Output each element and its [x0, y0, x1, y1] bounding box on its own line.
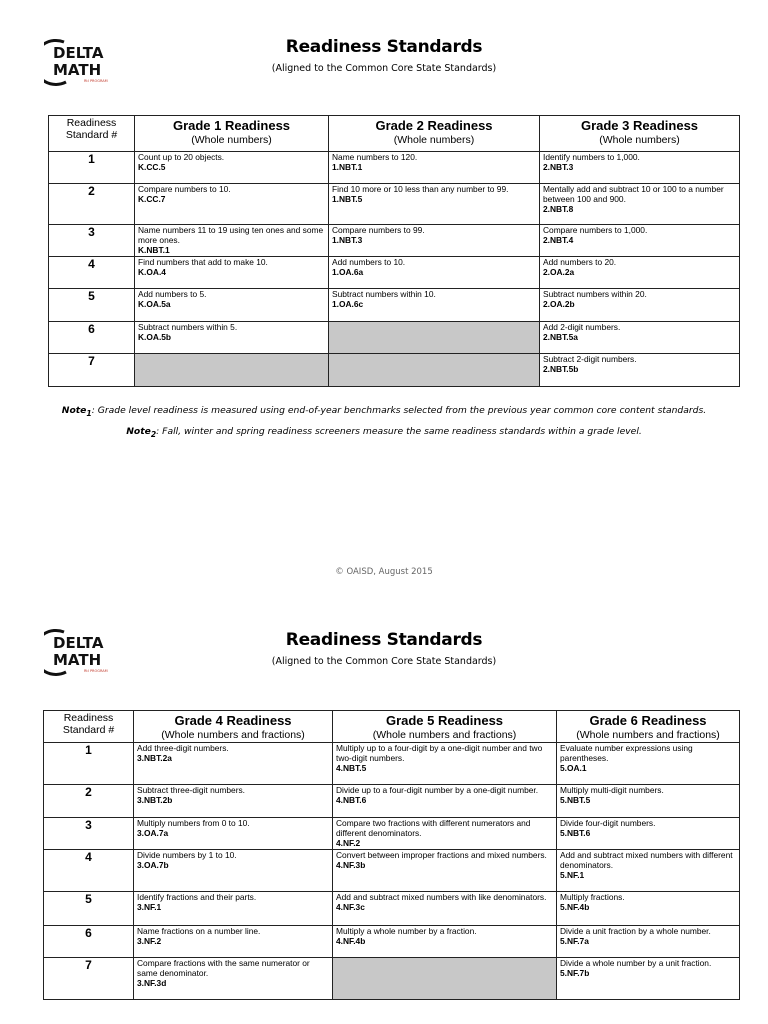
note-2-text: : Fall, winter and spring readiness screeners measure the same readiness standards within a grade level.: [156, 426, 642, 437]
grade-title: Grade 6 Readiness: [589, 713, 707, 728]
standard-number: 6: [44, 926, 134, 958]
table-row: [44, 818, 740, 850]
standard-description: Multiply numbers from 0 to 10.: [137, 818, 250, 828]
grade-subtitle: (Whole numbers): [599, 134, 680, 146]
standard-description: Add and subtract mixed numbers with different denominators.: [560, 850, 733, 870]
standard-cell: [134, 785, 333, 818]
standard-description: Add numbers to 5.: [138, 289, 207, 299]
grade-column-header: [135, 116, 329, 152]
readiness-standard-header: Readiness Standard #: [44, 711, 134, 743]
table-row: [44, 958, 740, 1000]
standard-cell: [557, 785, 740, 818]
note-2-sub: 2: [150, 429, 157, 439]
page-2: [0, 594, 768, 1024]
standard-cell: [333, 743, 557, 785]
standard-code: 2.OA.2b: [543, 299, 575, 309]
standard-cell: [135, 257, 329, 289]
standard-code: 1.NBT.5: [332, 194, 363, 204]
logo-line1: DELTA: [53, 44, 104, 62]
standard-description: Name numbers 11 to 19 using ten ones and some more ones.: [138, 225, 324, 245]
standard-description: Find 10 more or 10 less than any number to 99.: [332, 184, 509, 194]
grade-title: Grade 2 Readiness: [375, 118, 493, 133]
standard-description: Multiply multi-digit numbers.: [560, 785, 664, 795]
grade-title: Grade 3 Readiness: [580, 118, 699, 133]
standard-code: 4.NF.3b: [336, 860, 366, 870]
standard-code: 1.NBT.3: [332, 235, 363, 245]
standard-number: 4: [49, 257, 135, 289]
standard-code: 3.NF.1: [137, 902, 162, 912]
standard-cell: [329, 257, 540, 289]
standard-code: 3.NBT.2a: [137, 753, 172, 763]
standard-description: Subtract 2-digit numbers.: [543, 354, 637, 364]
standard-code: 5.NF.1: [560, 870, 585, 880]
grade-column-header: [329, 116, 540, 152]
standard-cell: [540, 257, 740, 289]
standard-cell: [135, 225, 329, 257]
standard-cell: [134, 850, 333, 892]
standard-number: 1: [44, 743, 134, 785]
standard-number: 2: [49, 184, 135, 225]
page-subtitle: (Aligned to the Common Core State Standards): [271, 656, 497, 667]
standard-description: Name numbers to 120.: [332, 152, 418, 162]
standard-description: Subtract numbers within 5.: [138, 322, 238, 332]
standard-cell: [557, 958, 740, 1000]
readiness-table-grades-1-3: [48, 115, 740, 387]
standard-code: 3.OA.7a: [137, 828, 169, 838]
standard-description: Divide numbers by 1 to 10.: [137, 850, 237, 860]
standard-code: 2.NBT.8: [543, 204, 574, 214]
standard-description: Multiply up to a four-digit by a one-digit number and two two-digit numbers.: [336, 743, 543, 763]
standard-cell: [329, 225, 540, 257]
standard-description: Add numbers to 10.: [332, 257, 406, 267]
page-title: Readiness Standards: [285, 630, 483, 650]
standard-description: Compare numbers to 99.: [332, 225, 425, 235]
standard-description: Divide four-digit numbers.: [560, 818, 656, 828]
grade-column-header: [134, 711, 333, 743]
standard-cell: [557, 850, 740, 892]
standard-cell: [135, 184, 329, 225]
grade-column-header: [540, 116, 740, 152]
standard-cell: [540, 322, 740, 354]
standard-description: Identify fractions and their parts.: [137, 892, 257, 902]
copyright: © OAISD, August 2015: [335, 567, 433, 577]
standard-code: 3.NF.2: [137, 936, 162, 946]
empty-cell: [329, 322, 540, 354]
standard-code: K.CC.7: [138, 194, 166, 204]
standard-code: 5.NF.4b: [560, 902, 590, 912]
standard-description: Evaluate number expressions using parentheses.: [560, 743, 693, 763]
standard-code: K.CC.5: [138, 162, 166, 172]
standard-code: K.OA.5b: [138, 332, 172, 342]
standard-description: Multiply fractions.: [560, 892, 625, 902]
standard-cell: [557, 818, 740, 850]
standard-number: 4: [44, 850, 134, 892]
standard-cell: [557, 926, 740, 958]
table-row: [44, 926, 740, 958]
standard-cell: [540, 354, 740, 387]
standard-number: 5: [44, 892, 134, 926]
readiness-standard-header: Readiness Standard #: [49, 116, 135, 152]
standard-description: Subtract three-digit numbers.: [137, 785, 245, 795]
standard-number: 6: [49, 322, 135, 354]
standard-code: 2.OA.2a: [543, 267, 575, 277]
note-1-sub: 1: [86, 408, 92, 418]
standard-number: 5: [49, 289, 135, 322]
table-row: [49, 257, 740, 289]
note-1-label: Note: [61, 405, 87, 416]
standard-cell: [333, 850, 557, 892]
standard-cell: [557, 892, 740, 926]
standard-code: 2.NBT.4: [543, 235, 574, 245]
note-2: [0, 426, 768, 439]
standard-code: 4.NF.2: [336, 838, 361, 848]
page-subtitle: (Aligned to the Common Core State Standards): [271, 63, 497, 74]
table-row: [44, 785, 740, 818]
standard-cell: [329, 289, 540, 322]
grade-subtitle: (Whole numbers and fractions): [576, 729, 720, 741]
logo-tag: RtI PROGRAM: [84, 669, 108, 673]
standard-cell: [540, 152, 740, 184]
standard-code: K.OA.5a: [138, 299, 171, 309]
standard-description: Find numbers that add to make 10.: [138, 257, 268, 267]
table-row: [49, 184, 740, 225]
logo-line1: DELTA: [53, 634, 104, 652]
standard-description: Compare numbers to 1,000.: [543, 225, 648, 235]
standard-code: 3.NBT.2b: [137, 795, 173, 805]
standard-description: Subtract numbers within 20.: [543, 289, 647, 299]
table-row: [49, 354, 740, 387]
standard-code: K.NBT.1: [138, 245, 170, 255]
table-row: [44, 892, 740, 926]
standard-description: Add 2-digit numbers.: [543, 322, 621, 332]
standard-code: 3.OA.7b: [137, 860, 169, 870]
standard-code: 2.NBT.5b: [543, 364, 579, 374]
grade-subtitle: (Whole numbers): [191, 134, 272, 146]
empty-cell: [329, 354, 540, 387]
standard-code: 4.NBT.5: [336, 763, 367, 773]
standard-cell: [333, 892, 557, 926]
standard-cell: [333, 926, 557, 958]
table-row: [44, 743, 740, 785]
standard-cell: [135, 289, 329, 322]
note-2-label: Note: [126, 426, 151, 437]
standard-description: Divide a unit fraction by a whole number.: [560, 926, 711, 936]
standard-description: Compare numbers to 10.: [138, 184, 231, 194]
table-row: [49, 152, 740, 184]
standard-code: 2.NBT.3: [543, 162, 574, 172]
grade-subtitle: (Whole numbers and fractions): [372, 729, 517, 741]
grade-column-header: [333, 711, 557, 743]
standard-cell: [333, 818, 557, 850]
standard-code: 4.NF.3c: [336, 902, 365, 912]
standard-cell: [540, 289, 740, 322]
standard-description: Name fractions on a number line.: [137, 926, 261, 936]
standard-cell: [329, 152, 540, 184]
standard-cell: [540, 184, 740, 225]
standard-code: 5.OA.1: [560, 763, 587, 773]
grade-column-header: [557, 711, 740, 743]
standard-number: 3: [49, 225, 135, 257]
standard-code: K.OA.4: [138, 267, 166, 277]
table-row: [44, 850, 740, 892]
empty-cell: [135, 354, 329, 387]
standard-cell: [135, 152, 329, 184]
standard-number: 1: [49, 152, 135, 184]
standard-cell: [557, 743, 740, 785]
standard-description: Divide up to a four-digit number by a one-digit number.: [336, 785, 539, 795]
standard-description: Add numbers to 20.: [543, 257, 617, 267]
standard-description: Compare two fractions with different numerators and different denominators.: [336, 818, 531, 838]
standard-description: Count up to 20 objects.: [138, 152, 225, 162]
readiness-table-grades-4-6: [43, 710, 740, 1000]
standard-cell: [134, 958, 333, 1000]
standard-code: 3.NF.3d: [137, 978, 167, 988]
standard-description: Compare fractions with the same numerator or same denominator.: [137, 958, 310, 978]
standard-code: 5.NF.7a: [560, 936, 589, 946]
standard-number: 7: [44, 958, 134, 1000]
standard-cell: [134, 926, 333, 958]
logo-line2: MATH: [53, 651, 102, 669]
standard-cell: [135, 322, 329, 354]
logo-tag: RtI PROGRAM: [84, 79, 108, 83]
standard-code: 2.NBT.5a: [543, 332, 578, 342]
note-1: [0, 405, 768, 418]
logo-line2: MATH: [53, 61, 102, 79]
grade-title: Grade 4 Readiness: [174, 713, 292, 728]
note-1-text: : Grade level readiness is measured using end-of-year benchmarks selected from the previous year common core content standards.: [91, 405, 707, 416]
table-row: [49, 322, 740, 354]
standard-cell: [134, 743, 333, 785]
standard-code: 1.OA.6c: [332, 299, 364, 309]
standard-code: 5.NF.7b: [560, 968, 590, 978]
empty-cell: [333, 958, 557, 1000]
standard-cell: [540, 225, 740, 257]
standard-number: 7: [49, 354, 135, 387]
page-title: Readiness Standards: [285, 37, 483, 57]
standard-code: 1.OA.6a: [332, 267, 364, 277]
grade-title: Grade 1 Readiness: [172, 118, 291, 133]
standard-description: Identify numbers to 1,000.: [543, 152, 640, 162]
grade-title: Grade 5 Readiness: [385, 713, 504, 728]
standard-number: 3: [44, 818, 134, 850]
table-row: [49, 225, 740, 257]
standard-cell: [329, 184, 540, 225]
standard-cell: [134, 892, 333, 926]
standard-code: 4.NF.4b: [336, 936, 366, 946]
grade-subtitle: (Whole numbers and fractions): [161, 729, 305, 741]
standard-cell: [333, 785, 557, 818]
standard-description: Subtract numbers within 10.: [332, 289, 436, 299]
standard-description: Mentally add and subtract 10 or 100 to a number between 100 and 900.: [543, 184, 724, 204]
standard-number: 2: [44, 785, 134, 818]
standard-cell: [134, 818, 333, 850]
standard-description: Divide a whole number by a unit fraction.: [560, 958, 712, 968]
standard-description: Add and subtract mixed numbers with like denominators.: [336, 892, 547, 902]
standard-code: 5.NBT.6: [560, 828, 591, 838]
standard-description: Add three-digit numbers.: [137, 743, 229, 753]
standard-description: Convert between improper fractions and mixed numbers.: [336, 850, 547, 860]
standard-description: Multiply a whole number by a fraction.: [336, 926, 477, 936]
standard-code: 4.NBT.6: [336, 795, 367, 805]
standard-code: 1.NBT.1: [332, 162, 363, 172]
standard-code: 5.NBT.5: [560, 795, 591, 805]
grade-subtitle: (Whole numbers): [393, 134, 475, 146]
table-row: [49, 289, 740, 322]
